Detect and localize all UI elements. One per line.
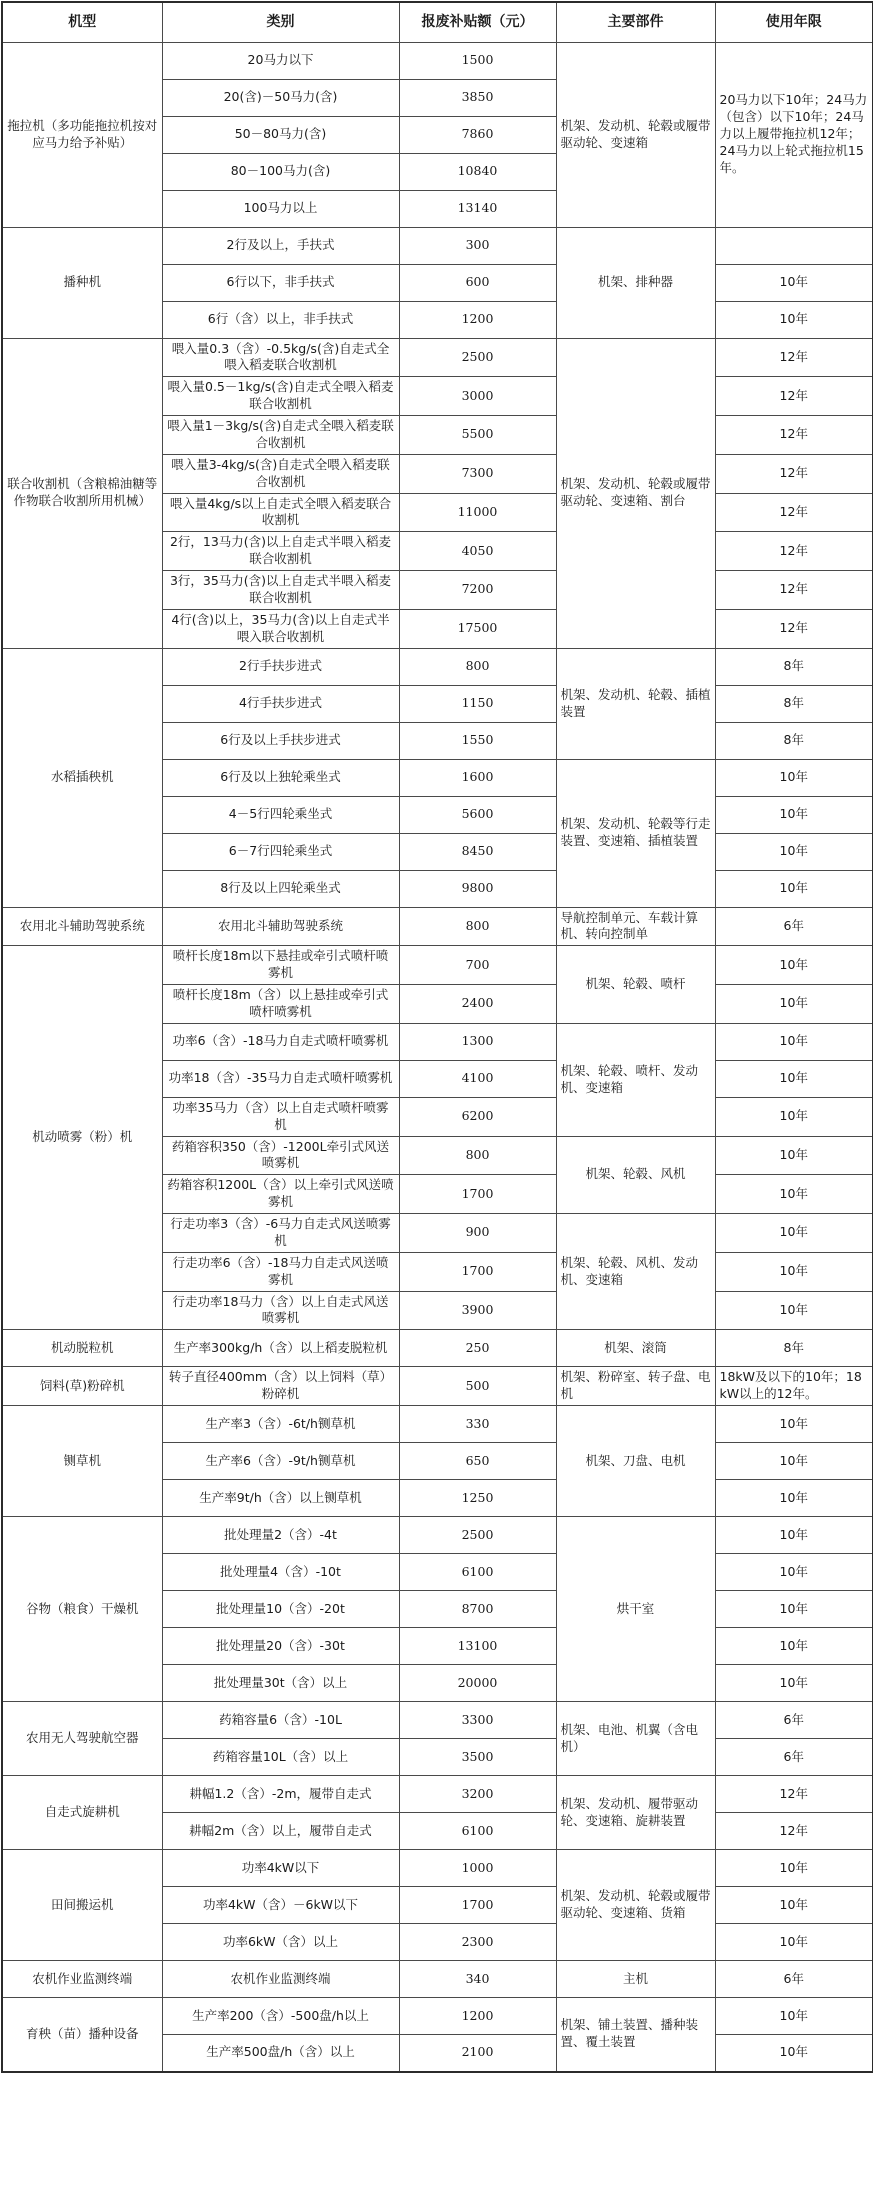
category-cell: 4－5行四轮乘坐式 — [162, 796, 399, 833]
service-life-cell: 12年 — [715, 493, 873, 532]
category-cell: 20(含)－50马力(含) — [162, 79, 399, 116]
category-cell: 6行（含）以上，非手扶式 — [162, 301, 399, 338]
table-row — [2, 1702, 873, 1739]
category-cell: 喷杆长度18m（含）以上悬挂或牵引式喷杆喷雾机 — [162, 985, 399, 1024]
subsidy-amount-cell: 1700 — [399, 1887, 556, 1924]
category-cell: 耕幅1.2（含）-2m，履带自走式 — [162, 1776, 399, 1813]
subsidy-amount-cell: 340 — [399, 1961, 556, 1998]
category-cell: 批处理量2（含）-4t — [162, 1517, 399, 1554]
category-cell: 功率4kW（含）－6kW以下 — [162, 1887, 399, 1924]
category-cell: 50－80马力(含) — [162, 116, 399, 153]
table-row — [2, 1517, 873, 1554]
service-life-cell: 12年 — [715, 377, 873, 416]
service-life-cell: 10年 — [715, 264, 873, 301]
category-cell: 生产率9t/h（含）以上铡草机 — [162, 1480, 399, 1517]
main-components-cell: 机架、发动机、轮毂或履带驱动轮、变速箱、货箱 — [556, 1850, 715, 1961]
table-row — [2, 648, 873, 685]
category-cell: 行走功率18马力（含）以上自走式风送喷雾机 — [162, 1291, 399, 1330]
service-life-cell: 10年 — [715, 2035, 873, 2072]
category-cell: 功率35马力（含）以上自走式喷杆喷雾机 — [162, 1097, 399, 1136]
category-cell: 行走功率3（含）-6马力自走式风送喷雾机 — [162, 1214, 399, 1253]
category-cell: 生产率6（含）-9t/h铡草机 — [162, 1443, 399, 1480]
main-components-cell: 机架、粉碎室、转子盘、电机 — [556, 1367, 715, 1406]
subsidy-amount-cell: 600 — [399, 264, 556, 301]
category-cell: 功率6（含）-18马力自走式喷杆喷雾机 — [162, 1023, 399, 1060]
table-row — [2, 1406, 873, 1443]
machine-type-cell: 水稻插秧机 — [2, 648, 162, 907]
subsidy-amount-cell: 1200 — [399, 301, 556, 338]
category-cell: 喂入量0.3（含）-0.5kg/s(含)自走式全喂入稻麦联合收割机 — [162, 338, 399, 377]
service-life-cell: 10年 — [715, 1136, 873, 1175]
category-cell: 药箱容量10L（含）以上 — [162, 1739, 399, 1776]
service-life-cell: 10年 — [715, 1252, 873, 1291]
header-subsidy-amount: 报废补贴额（元） — [399, 2, 556, 42]
service-life-cell: 10年 — [715, 870, 873, 907]
subsidy-amount-cell: 1250 — [399, 1480, 556, 1517]
subsidy-amount-cell: 5600 — [399, 796, 556, 833]
subsidy-amount-cell: 800 — [399, 1136, 556, 1175]
main-components-cell: 机架、发动机、轮毂、插植装置 — [556, 648, 715, 759]
machine-type-cell: 联合收割机（含粮棉油糖等作物联合收割所用机械） — [2, 338, 162, 648]
main-components-cell: 机架、铺土装置、播种装置、覆土装置 — [556, 1998, 715, 2072]
subsidy-amount-cell: 3900 — [399, 1291, 556, 1330]
category-cell: 2行，13马力(含)以上自走式半喂入稻麦联合收割机 — [162, 532, 399, 571]
subsidy-amount-cell: 20000 — [399, 1665, 556, 1702]
service-life-cell: 12年 — [715, 454, 873, 493]
subsidy-amount-cell: 13100 — [399, 1628, 556, 1665]
machine-type-cell: 铡草机 — [2, 1406, 162, 1517]
table-row — [2, 1367, 873, 1406]
category-cell: 耕幅2m（含）以上，履带自走式 — [162, 1813, 399, 1850]
category-cell: 4行(含)以上，35马力(含)以上自走式半喂入联合收割机 — [162, 609, 399, 648]
service-life-cell: 12年 — [715, 571, 873, 610]
subsidy-amount-cell: 9800 — [399, 870, 556, 907]
header-service-life: 使用年限 — [715, 2, 873, 42]
subsidy-amount-cell: 330 — [399, 1406, 556, 1443]
service-life-cell: 10年 — [715, 1175, 873, 1214]
machine-type-cell: 田间搬运机 — [2, 1850, 162, 1961]
subsidy-amount-cell: 800 — [399, 907, 556, 946]
service-life-cell: 10年 — [715, 985, 873, 1024]
category-cell: 批处理量10（含）-20t — [162, 1591, 399, 1628]
subsidy-amount-cell: 3500 — [399, 1739, 556, 1776]
subsidy-amount-cell: 1700 — [399, 1175, 556, 1214]
subsidy-amount-cell: 7200 — [399, 571, 556, 610]
subsidy-amount-cell: 1500 — [399, 42, 556, 79]
table-row — [2, 1998, 873, 2035]
category-cell: 80－100马力(含) — [162, 153, 399, 190]
subsidy-amount-cell: 4100 — [399, 1060, 556, 1097]
subsidy-amount-cell: 10840 — [399, 153, 556, 190]
subsidy-amount-cell: 500 — [399, 1367, 556, 1406]
category-cell: 功率4kW以下 — [162, 1850, 399, 1887]
category-cell: 药箱容积350（含）-1200L牵引式风送喷雾机 — [162, 1136, 399, 1175]
service-life-cell: 12年 — [715, 416, 873, 455]
subsidy-amount-cell: 7860 — [399, 116, 556, 153]
table-row — [2, 946, 873, 985]
service-life-cell: 10年 — [715, 1291, 873, 1330]
subsidy-amount-cell: 6100 — [399, 1813, 556, 1850]
table-row — [2, 1330, 873, 1367]
table-row — [2, 907, 873, 946]
service-life-cell: 10年 — [715, 1097, 873, 1136]
subsidy-amount-cell: 1000 — [399, 1850, 556, 1887]
machine-type-cell: 农用北斗辅助驾驶系统 — [2, 907, 162, 946]
subsidy-amount-cell: 2300 — [399, 1924, 556, 1961]
main-components-cell: 机架、发动机、履带驱动轮、变速箱、旋耕装置 — [556, 1776, 715, 1850]
service-life-cell: 6年 — [715, 1739, 873, 1776]
service-life-cell: 12年 — [715, 1813, 873, 1850]
header-machine-type: 机型 — [2, 2, 162, 42]
header-main-components: 主要部件 — [556, 2, 715, 42]
subsidy-amount-cell: 1700 — [399, 1252, 556, 1291]
main-components-cell: 机架、轮毂、风机、发动机、变速箱 — [556, 1214, 715, 1330]
service-life-cell: 10年 — [715, 1628, 873, 1665]
main-components-cell: 机架、轮毂、喷杆 — [556, 946, 715, 1024]
machine-type-cell: 播种机 — [2, 227, 162, 338]
category-cell: 农机作业监测终端 — [162, 1961, 399, 1998]
service-life-cell: 8年 — [715, 685, 873, 722]
subsidy-amount-cell: 1600 — [399, 759, 556, 796]
subsidy-amount-cell: 2500 — [399, 1517, 556, 1554]
subsidy-amount-cell: 700 — [399, 946, 556, 985]
machine-type-cell: 农机作业监测终端 — [2, 1961, 162, 1998]
table-row — [2, 42, 873, 79]
machine-type-cell: 自走式旋耕机 — [2, 1776, 162, 1850]
main-components-cell: 机架、排种器 — [556, 227, 715, 338]
main-components-cell: 机架、电池、机翼（含电机） — [556, 1702, 715, 1776]
service-life-cell: 10年 — [715, 1214, 873, 1253]
subsidy-amount-cell: 900 — [399, 1214, 556, 1253]
main-components-cell: 机架、轮毂、风机 — [556, 1136, 715, 1214]
main-components-cell: 导航控制单元、车载计算机、转向控制单 — [556, 907, 715, 946]
service-life-cell: 10年 — [715, 946, 873, 985]
main-components-cell: 机架、刀盘、电机 — [556, 1406, 715, 1517]
subsidy-amount-cell: 2100 — [399, 2035, 556, 2072]
table-row — [2, 1961, 873, 1998]
subsidy-table — [1, 1, 873, 2073]
table-row — [2, 1850, 873, 1887]
subsidy-amount-cell: 1300 — [399, 1023, 556, 1060]
machine-type-cell: 谷物（粮食）干燥机 — [2, 1517, 162, 1702]
category-cell: 6行及以上独轮乘坐式 — [162, 759, 399, 796]
machine-type-cell: 拖拉机（多功能拖拉机按对应马力给予补贴） — [2, 42, 162, 227]
main-components-cell: 机架、发动机、轮毂或履带驱动轮、变速箱 — [556, 42, 715, 227]
main-components-cell: 机架、轮毂、喷杆、发动机、变速箱 — [556, 1023, 715, 1136]
service-life-cell: 10年 — [715, 1850, 873, 1887]
machine-type-cell: 饲料(草)粉碎机 — [2, 1367, 162, 1406]
service-life-cell: 10年 — [715, 1480, 873, 1517]
table-row — [2, 338, 873, 377]
category-cell: 2行手扶步进式 — [162, 648, 399, 685]
service-life-cell: 10年 — [715, 1554, 873, 1591]
subsidy-amount-cell: 1550 — [399, 722, 556, 759]
subsidy-amount-cell: 7300 — [399, 454, 556, 493]
category-cell: 生产率500盘/h（含）以上 — [162, 2035, 399, 2072]
table-row — [2, 1776, 873, 1813]
machine-type-cell: 农用无人驾驶航空器 — [2, 1702, 162, 1776]
category-cell: 喂入量0.5－1kg/s(含)自走式全喂入稻麦联合收割机 — [162, 377, 399, 416]
service-life-cell: 10年 — [715, 833, 873, 870]
service-life-cell: 10年 — [715, 1443, 873, 1480]
category-cell: 喂入量4kg/s以上自走式全喂入稻麦联合收割机 — [162, 493, 399, 532]
machine-type-cell: 机动喷雾（粉）机 — [2, 946, 162, 1330]
category-cell: 100马力以上 — [162, 190, 399, 227]
category-cell: 批处理量20（含）-30t — [162, 1628, 399, 1665]
service-life-cell: 12年 — [715, 338, 873, 377]
subsidy-amount-cell: 8700 — [399, 1591, 556, 1628]
category-cell: 6行以下，非手扶式 — [162, 264, 399, 301]
service-life-cell: 10年 — [715, 1887, 873, 1924]
subsidy-amount-cell: 17500 — [399, 609, 556, 648]
service-life-cell: 10年 — [715, 1517, 873, 1554]
category-cell: 功率18（含）-35马力自走式喷杆喷雾机 — [162, 1060, 399, 1097]
category-cell: 生产率200（含）-500盘/h以上 — [162, 1998, 399, 2035]
header-category: 类别 — [162, 2, 399, 42]
service-life-cell: 10年 — [715, 759, 873, 796]
category-cell: 3行，35马力(含)以上自走式半喂入稻麦联合收割机 — [162, 571, 399, 610]
table-row — [2, 227, 873, 264]
subsidy-amount-cell: 300 — [399, 227, 556, 264]
category-cell: 6行及以上手扶步进式 — [162, 722, 399, 759]
service-life-cell: 10年 — [715, 1591, 873, 1628]
category-cell: 20马力以下 — [162, 42, 399, 79]
service-life-cell: 8年 — [715, 1330, 873, 1367]
category-cell: 农用北斗辅助驾驶系统 — [162, 907, 399, 946]
service-life-cell: 12年 — [715, 1776, 873, 1813]
category-cell: 8行及以上四轮乘坐式 — [162, 870, 399, 907]
subsidy-amount-cell: 3000 — [399, 377, 556, 416]
subsidy-amount-cell: 8450 — [399, 833, 556, 870]
service-life-cell: 10年 — [715, 1924, 873, 1961]
subsidy-amount-cell: 3200 — [399, 1776, 556, 1813]
main-components-cell: 机架、滚筒 — [556, 1330, 715, 1367]
service-life-cell: 6年 — [715, 1961, 873, 1998]
service-life-cell: 6年 — [715, 1702, 873, 1739]
machine-type-cell: 机动脱粒机 — [2, 1330, 162, 1367]
service-life-cell: 10年 — [715, 1998, 873, 2035]
table-body — [2, 42, 873, 2072]
category-cell: 药箱容积1200L（含）以上牵引式风送喷雾机 — [162, 1175, 399, 1214]
subsidy-amount-cell: 6200 — [399, 1097, 556, 1136]
service-life-cell: 12年 — [715, 532, 873, 571]
subsidy-amount-cell: 250 — [399, 1330, 556, 1367]
machine-type-cell: 育秧（苗）播种设备 — [2, 1998, 162, 2072]
main-components-cell: 主机 — [556, 1961, 715, 1998]
service-life-cell: 8年 — [715, 648, 873, 685]
category-cell: 转子直径400mm（含）以上饲料（草）粉碎机 — [162, 1367, 399, 1406]
service-life-cell: 10年 — [715, 1665, 873, 1702]
category-cell: 生产率300kg/h（含）以上稻麦脱粒机 — [162, 1330, 399, 1367]
service-life-cell: 8年 — [715, 722, 873, 759]
category-cell: 药箱容量6（含）-10L — [162, 1702, 399, 1739]
category-cell: 生产率3（含）-6t/h铡草机 — [162, 1406, 399, 1443]
category-cell: 喂入量1－3kg/s(含)自走式全喂入稻麦联合收割机 — [162, 416, 399, 455]
category-cell: 6－7行四轮乘坐式 — [162, 833, 399, 870]
category-cell: 喂入量3-4kg/s(含)自走式全喂入稻麦联合收割机 — [162, 454, 399, 493]
service-life-cell: 10年 — [715, 301, 873, 338]
category-cell: 4行手扶步进式 — [162, 685, 399, 722]
category-cell: 批处理量4（含）-10t — [162, 1554, 399, 1591]
subsidy-amount-cell: 650 — [399, 1443, 556, 1480]
subsidy-amount-cell: 2400 — [399, 985, 556, 1024]
subsidy-amount-cell: 2500 — [399, 338, 556, 377]
subsidy-amount-cell: 3300 — [399, 1702, 556, 1739]
subsidy-amount-cell: 4050 — [399, 532, 556, 571]
service-life-cell: 10年 — [715, 796, 873, 833]
service-life-cell: 10年 — [715, 1406, 873, 1443]
subsidy-amount-cell: 1150 — [399, 685, 556, 722]
category-cell: 功率6kW（含）以上 — [162, 1924, 399, 1961]
main-components-cell: 机架、发动机、轮毂等行走装置、变速箱、插植装置 — [556, 759, 715, 907]
subsidy-amount-cell: 1200 — [399, 1998, 556, 2035]
service-life-cell: 20马力以下10年；24马力（包含）以下10年；24马力以上履带拖拉机12年；24马力以上轮式拖拉机15年。 — [715, 42, 873, 227]
main-components-cell: 烘干室 — [556, 1517, 715, 1702]
main-components-cell: 机架、发动机、轮毂或履带驱动轮、变速箱、割台 — [556, 338, 715, 648]
subsidy-amount-cell: 11000 — [399, 493, 556, 532]
subsidy-amount-cell: 5500 — [399, 416, 556, 455]
subsidy-amount-cell: 6100 — [399, 1554, 556, 1591]
service-life-cell: 12年 — [715, 609, 873, 648]
service-life-cell: 6年 — [715, 907, 873, 946]
service-life-cell: 18kW及以下的10年；18kW以上的12年。 — [715, 1367, 873, 1406]
subsidy-amount-cell: 3850 — [399, 79, 556, 116]
table-header-row — [2, 2, 873, 42]
subsidy-amount-cell: 13140 — [399, 190, 556, 227]
service-life-cell: 10年 — [715, 1023, 873, 1060]
service-life-cell: 10年 — [715, 1060, 873, 1097]
category-cell: 喷杆长度18m以下悬挂或牵引式喷杆喷雾机 — [162, 946, 399, 985]
category-cell: 2行及以上，手扶式 — [162, 227, 399, 264]
category-cell: 行走功率6（含）-18马力自走式风送喷雾机 — [162, 1252, 399, 1291]
service-life-cell — [715, 227, 873, 264]
subsidy-amount-cell: 800 — [399, 648, 556, 685]
category-cell: 批处理量30t（含）以上 — [162, 1665, 399, 1702]
